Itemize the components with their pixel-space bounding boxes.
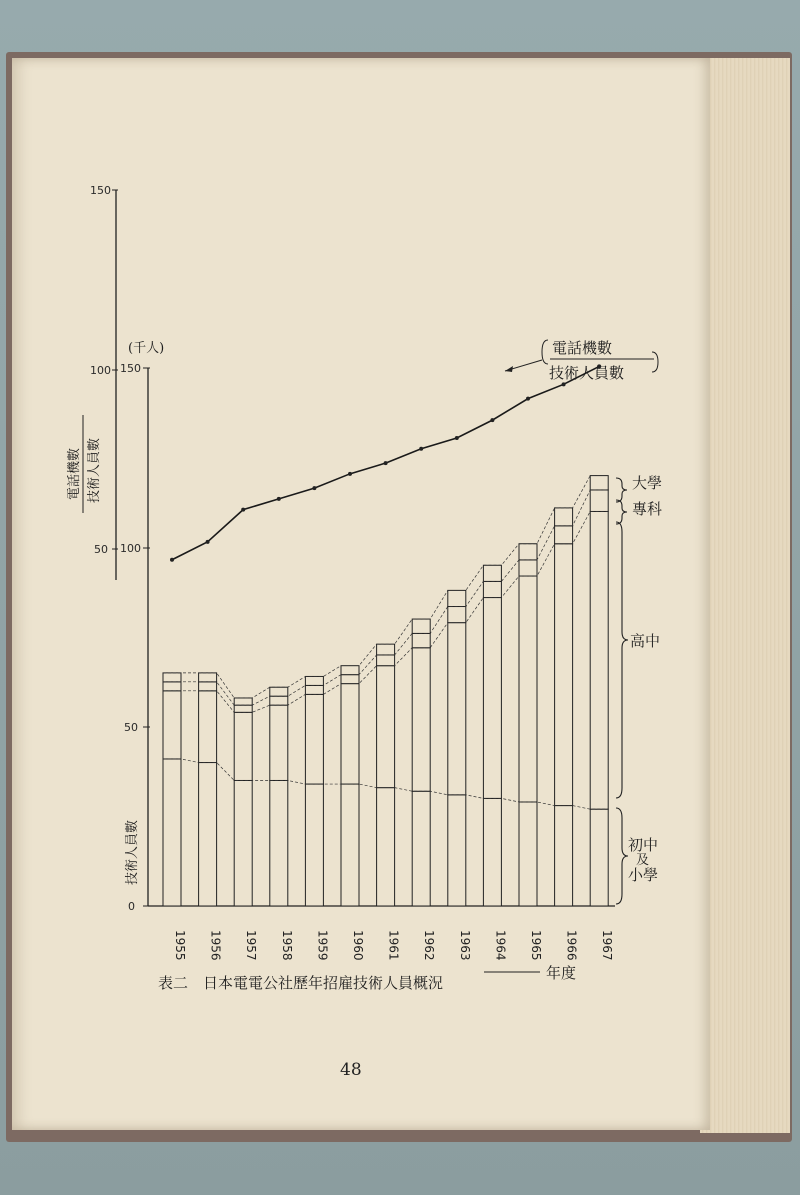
ratio-line-group <box>170 364 601 561</box>
bar-segment-1965-0 <box>519 802 537 906</box>
bar-segment-1959-1 <box>305 694 323 784</box>
inner-tick-100: 100 <box>120 542 141 555</box>
ratio-point-1965 <box>526 397 530 401</box>
bar-segment-1967-0 <box>590 809 608 906</box>
label-university: 大學 <box>632 474 663 492</box>
bar-segment-1966-2 <box>555 526 573 544</box>
year-labels <box>173 930 614 961</box>
bar-segment-1958-0 <box>270 780 288 906</box>
year-label-1967: 1967 <box>600 930 615 961</box>
bar-segment-1966-0 <box>555 806 573 906</box>
bar-segment-1959-2 <box>305 685 323 694</box>
bar-segment-1960-1 <box>341 684 359 784</box>
inner-axis-label <box>124 820 140 885</box>
svg-text:電話機數: 電話機數 <box>67 447 82 500</box>
ratio-point-1962 <box>419 447 423 451</box>
label-elementary-2: 及 <box>636 853 650 868</box>
bars-group <box>163 476 608 906</box>
bar-segment-1957-2 <box>234 705 252 712</box>
inner-tick-150: 150 <box>120 362 141 375</box>
bar-segment-1961-2 <box>377 655 395 666</box>
bar-segment-1964-0 <box>483 798 501 906</box>
inner-axis-ticks <box>143 368 150 906</box>
bar-segment-1964-1 <box>483 598 501 799</box>
bar-segment-1960-2 <box>341 675 359 684</box>
ratio-point-1957 <box>241 508 245 512</box>
bar-segment-1955-3 <box>163 673 181 682</box>
ratio-point-1964 <box>490 418 494 422</box>
bar-segment-1962-3 <box>412 619 430 633</box>
bar-segment-1956-1 <box>199 691 217 763</box>
bar-segment-1955-0 <box>163 759 181 906</box>
year-label-1955: 1955 <box>173 930 187 961</box>
label-college: 專科 <box>632 500 663 518</box>
year-label-1960: 1960 <box>351 930 365 961</box>
bar-segment-1966-1 <box>555 544 573 806</box>
bar-segment-1957-1 <box>234 712 252 780</box>
bar-segment-1961-1 <box>377 666 395 788</box>
ratio-point-1963 <box>455 436 459 440</box>
inner-tick-50: 50 <box>124 721 138 734</box>
bar-segment-1955-2 <box>163 682 181 691</box>
chart-caption: 表二 日本電電公社歷年招雇技術人員概況 <box>158 974 444 992</box>
year-label-1966: 1966 <box>564 930 579 961</box>
ratio-point-1955 <box>170 558 174 562</box>
outer-tick-150: 150 <box>90 184 111 197</box>
year-label-1959: 1959 <box>315 930 330 961</box>
year-label-1961: 1961 <box>386 930 401 961</box>
bar-segment-1956-0 <box>199 763 217 906</box>
ratio-point-1959 <box>312 486 316 490</box>
ratio-point-1956 <box>206 540 210 544</box>
bar-segment-1961-3 <box>377 644 395 655</box>
ratio-point-1958 <box>277 497 281 501</box>
year-label-1963: 1963 <box>457 930 472 961</box>
bar-segment-1962-0 <box>412 791 430 906</box>
ratio-point-1961 <box>384 461 388 465</box>
year-label-1962: 1962 <box>422 930 437 961</box>
bar-segment-1963-1 <box>448 623 466 795</box>
bar-segment-1963-2 <box>448 607 466 623</box>
bar-segment-1961-0 <box>377 788 395 906</box>
bar-segment-1957-0 <box>234 780 252 906</box>
outer-tick-50: 50 <box>94 543 108 556</box>
ratio-point-1966 <box>562 382 566 386</box>
bar-segment-1964-3 <box>483 565 501 581</box>
year-label-1958: 1958 <box>279 930 294 961</box>
bar-segment-1959-0 <box>305 784 323 906</box>
bar-segment-1965-3 <box>519 544 537 560</box>
year-label-1965: 1965 <box>529 930 543 961</box>
outer-axis-label <box>66 415 102 513</box>
bar-segment-1956-2 <box>199 682 217 691</box>
year-label-1957: 1957 <box>244 930 259 961</box>
bar-segment-1958-3 <box>270 687 288 696</box>
bar-segment-1966-3 <box>555 508 573 526</box>
bar-segment-1967-1 <box>590 511 608 809</box>
bar-segment-1956-3 <box>199 673 217 682</box>
ratio-point-1960 <box>348 472 352 476</box>
inner-tick-0: 0 <box>128 900 135 913</box>
svg-text:技術人員數: 技術人員數 <box>87 437 102 503</box>
bar-segment-1957-3 <box>234 698 252 705</box>
bar-segment-1955-1 <box>163 691 181 759</box>
bar-segment-1965-1 <box>519 576 537 802</box>
year-label-1964: 1964 <box>493 930 508 961</box>
label-highschool: 高中 <box>630 632 661 650</box>
ratio-legend <box>505 339 658 382</box>
bar-segment-1960-3 <box>341 666 359 675</box>
bar-segment-1963-3 <box>448 590 466 606</box>
bar-segment-1960-0 <box>341 784 359 906</box>
svg-text:技術人員數: 技術人員數 <box>125 819 140 885</box>
x-axis-label: 年度 <box>546 964 577 982</box>
bar-segment-1962-2 <box>412 633 430 647</box>
year-label-1956: 1956 <box>208 930 223 961</box>
right-brackets <box>616 478 628 904</box>
bar-segment-1958-1 <box>270 705 288 780</box>
page-number: 48 <box>340 1060 362 1080</box>
bar-segment-1965-2 <box>519 560 537 576</box>
inner-axis-unit: (千人) <box>128 341 165 356</box>
bar-segment-1958-2 <box>270 696 288 705</box>
bar-segment-1959-3 <box>305 676 323 685</box>
outer-axis-ticks <box>112 190 118 549</box>
label-elementary-3: 小學 <box>628 866 659 884</box>
bar-segment-1963-0 <box>448 795 466 906</box>
svg-text:技術人員數: 技術人員數 <box>549 364 625 382</box>
outer-tick-100: 100 <box>90 364 111 377</box>
label-elementary-1: 初中 <box>628 836 659 854</box>
bar-segment-1964-2 <box>483 581 501 597</box>
svg-text:電話機數: 電話機數 <box>552 339 613 357</box>
bar-segment-1962-1 <box>412 648 430 791</box>
bar-segment-1967-2 <box>590 490 608 512</box>
bar-segment-1967-3 <box>590 476 608 490</box>
